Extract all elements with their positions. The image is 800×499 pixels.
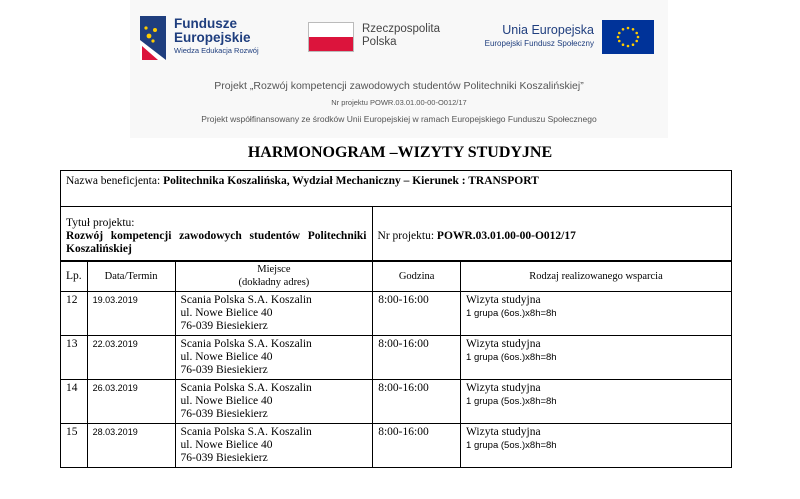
project-title-label: Tytuł projektu: — [66, 217, 135, 229]
project-title-line1: Rozwój kompetencji zawodowych studentów Politechniki — [66, 230, 367, 242]
support-type: Wizyta studyjna — [466, 426, 541, 438]
header-date: Data/Termin — [87, 262, 175, 292]
support-type: Wizyta studyjna — [466, 338, 541, 350]
place-line2: ul. Nowe Bielice 40 — [180, 395, 273, 407]
cell-support — [461, 424, 732, 468]
cell-support — [461, 292, 732, 336]
unia-europejska-logo — [482, 18, 658, 58]
cell-support — [461, 380, 732, 424]
fe-title-line2: Europejskie — [174, 30, 251, 45]
header-support: Rodzaj realizowanego wsparcia — [461, 262, 732, 292]
rzeczpospolita-polska-logo — [308, 20, 448, 54]
table-row — [61, 424, 732, 468]
cell-support — [461, 336, 732, 380]
ue-title: Unia Europejska — [502, 23, 594, 37]
ue-subtitle: Europejski Fundusz Społeczny — [484, 39, 594, 48]
project-row — [61, 207, 732, 261]
cell-hours: 8:00-16:00 — [373, 336, 461, 380]
fundusze-europejskie-logo — [140, 12, 275, 62]
beneficiary-cell — [61, 171, 732, 207]
project-title-cell — [61, 207, 373, 261]
support-group: 1 grupa (6os.)x8h=8h — [466, 308, 557, 319]
cell-place — [175, 336, 373, 380]
cell-date: 19.03.2019 — [87, 292, 175, 336]
document-title: HARMONOGRAM –WIZYTY STUDYJNE — [247, 144, 553, 161]
cell-lp: 14 — [61, 380, 88, 424]
support-group: 1 grupa (5os.)x8h=8h — [466, 440, 557, 451]
cell-lp: 15 — [61, 424, 88, 468]
table-row — [61, 292, 732, 336]
support-type: Wizyta studyjna — [466, 294, 541, 306]
schedule-table — [60, 261, 732, 468]
project-number-line: Nr projektu POWR.03.01.00-00-O012/17 — [331, 98, 467, 107]
cell-hours: 8:00-16:00 — [373, 424, 461, 468]
support-group: 1 grupa (5os.)x8h=8h — [466, 396, 557, 407]
place-line2: ul. Nowe Bielice 40 — [180, 439, 273, 451]
fe-mark-icon — [140, 16, 166, 60]
header-place — [175, 262, 373, 292]
place-line1: Scania Polska S.A. Koszalin — [180, 294, 312, 306]
cell-place — [175, 292, 373, 336]
cell-lp: 13 — [61, 336, 88, 380]
cell-lp: 12 — [61, 292, 88, 336]
place-line1: Scania Polska S.A. Koszalin — [180, 426, 312, 438]
rp-title-line2: Polska — [362, 36, 397, 48]
cell-place — [175, 380, 373, 424]
header-hours: Godzina — [373, 262, 461, 292]
place-line3: 76-039 Biesiekierz — [180, 452, 268, 464]
beneficiary-value: Politechnika Koszalińska, Wydział Mechaniczny – Kierunek : TRANSPORT — [163, 175, 539, 187]
header-place-line2: (dokładny adres) — [238, 277, 310, 288]
eu-flag-icon — [602, 20, 654, 54]
table-row — [61, 336, 732, 380]
cell-date: 26.03.2019 — [87, 380, 175, 424]
polish-flag-icon — [308, 22, 354, 52]
project-funding-line: Projekt współfinansowany ze środków Unii Europejskiej w ramach Europejskiego Funduszu Społecznego — [201, 114, 597, 124]
cell-date: 28.03.2019 — [87, 424, 175, 468]
cell-hours: 8:00-16:00 — [373, 380, 461, 424]
header-lp: Lp. — [61, 262, 88, 292]
table-header-row — [61, 262, 732, 292]
cell-date: 22.03.2019 — [87, 336, 175, 380]
place-line3: 76-039 Biesiekierz — [180, 320, 268, 332]
beneficiary-row — [61, 171, 732, 207]
cell-hours: 8:00-16:00 — [373, 292, 461, 336]
project-number-cell — [372, 207, 731, 261]
fe-subtitle: Wiedza Edukacja Rozwój — [174, 46, 259, 55]
table-row — [61, 380, 732, 424]
place-line3: 76-039 Biesiekierz — [180, 364, 268, 376]
rp-title-line1: Rzeczpospolita — [362, 23, 440, 35]
place-line2: ul. Nowe Bielice 40 — [180, 307, 273, 319]
project-number-value: POWR.03.01.00-00-O012/17 — [436, 230, 576, 242]
project-info-table — [60, 170, 732, 261]
project-name-line: Projekt „Rozwój kompetencji zawodowych studentów Politechniki Koszalińskiej” — [214, 80, 584, 92]
support-group: 1 grupa (6os.)x8h=8h — [466, 352, 557, 363]
place-line1: Scania Polska S.A. Koszalin — [180, 382, 312, 394]
place-line1: Scania Polska S.A. Koszalin — [180, 338, 312, 350]
fe-title-line1: Fundusze — [174, 16, 237, 31]
support-type: Wizyta studyjna — [466, 382, 541, 394]
place-line2: ul. Nowe Bielice 40 — [180, 351, 273, 363]
project-number-label: Nr projektu: — [377, 230, 437, 242]
header-place-line1: Miejsce — [257, 264, 291, 275]
cell-place — [175, 424, 373, 468]
project-title-line2: Koszalińskiej — [66, 243, 132, 255]
beneficiary-label: Nazwa beneficjenta: — [66, 175, 164, 187]
place-line3: 76-039 Biesiekierz — [180, 408, 268, 420]
